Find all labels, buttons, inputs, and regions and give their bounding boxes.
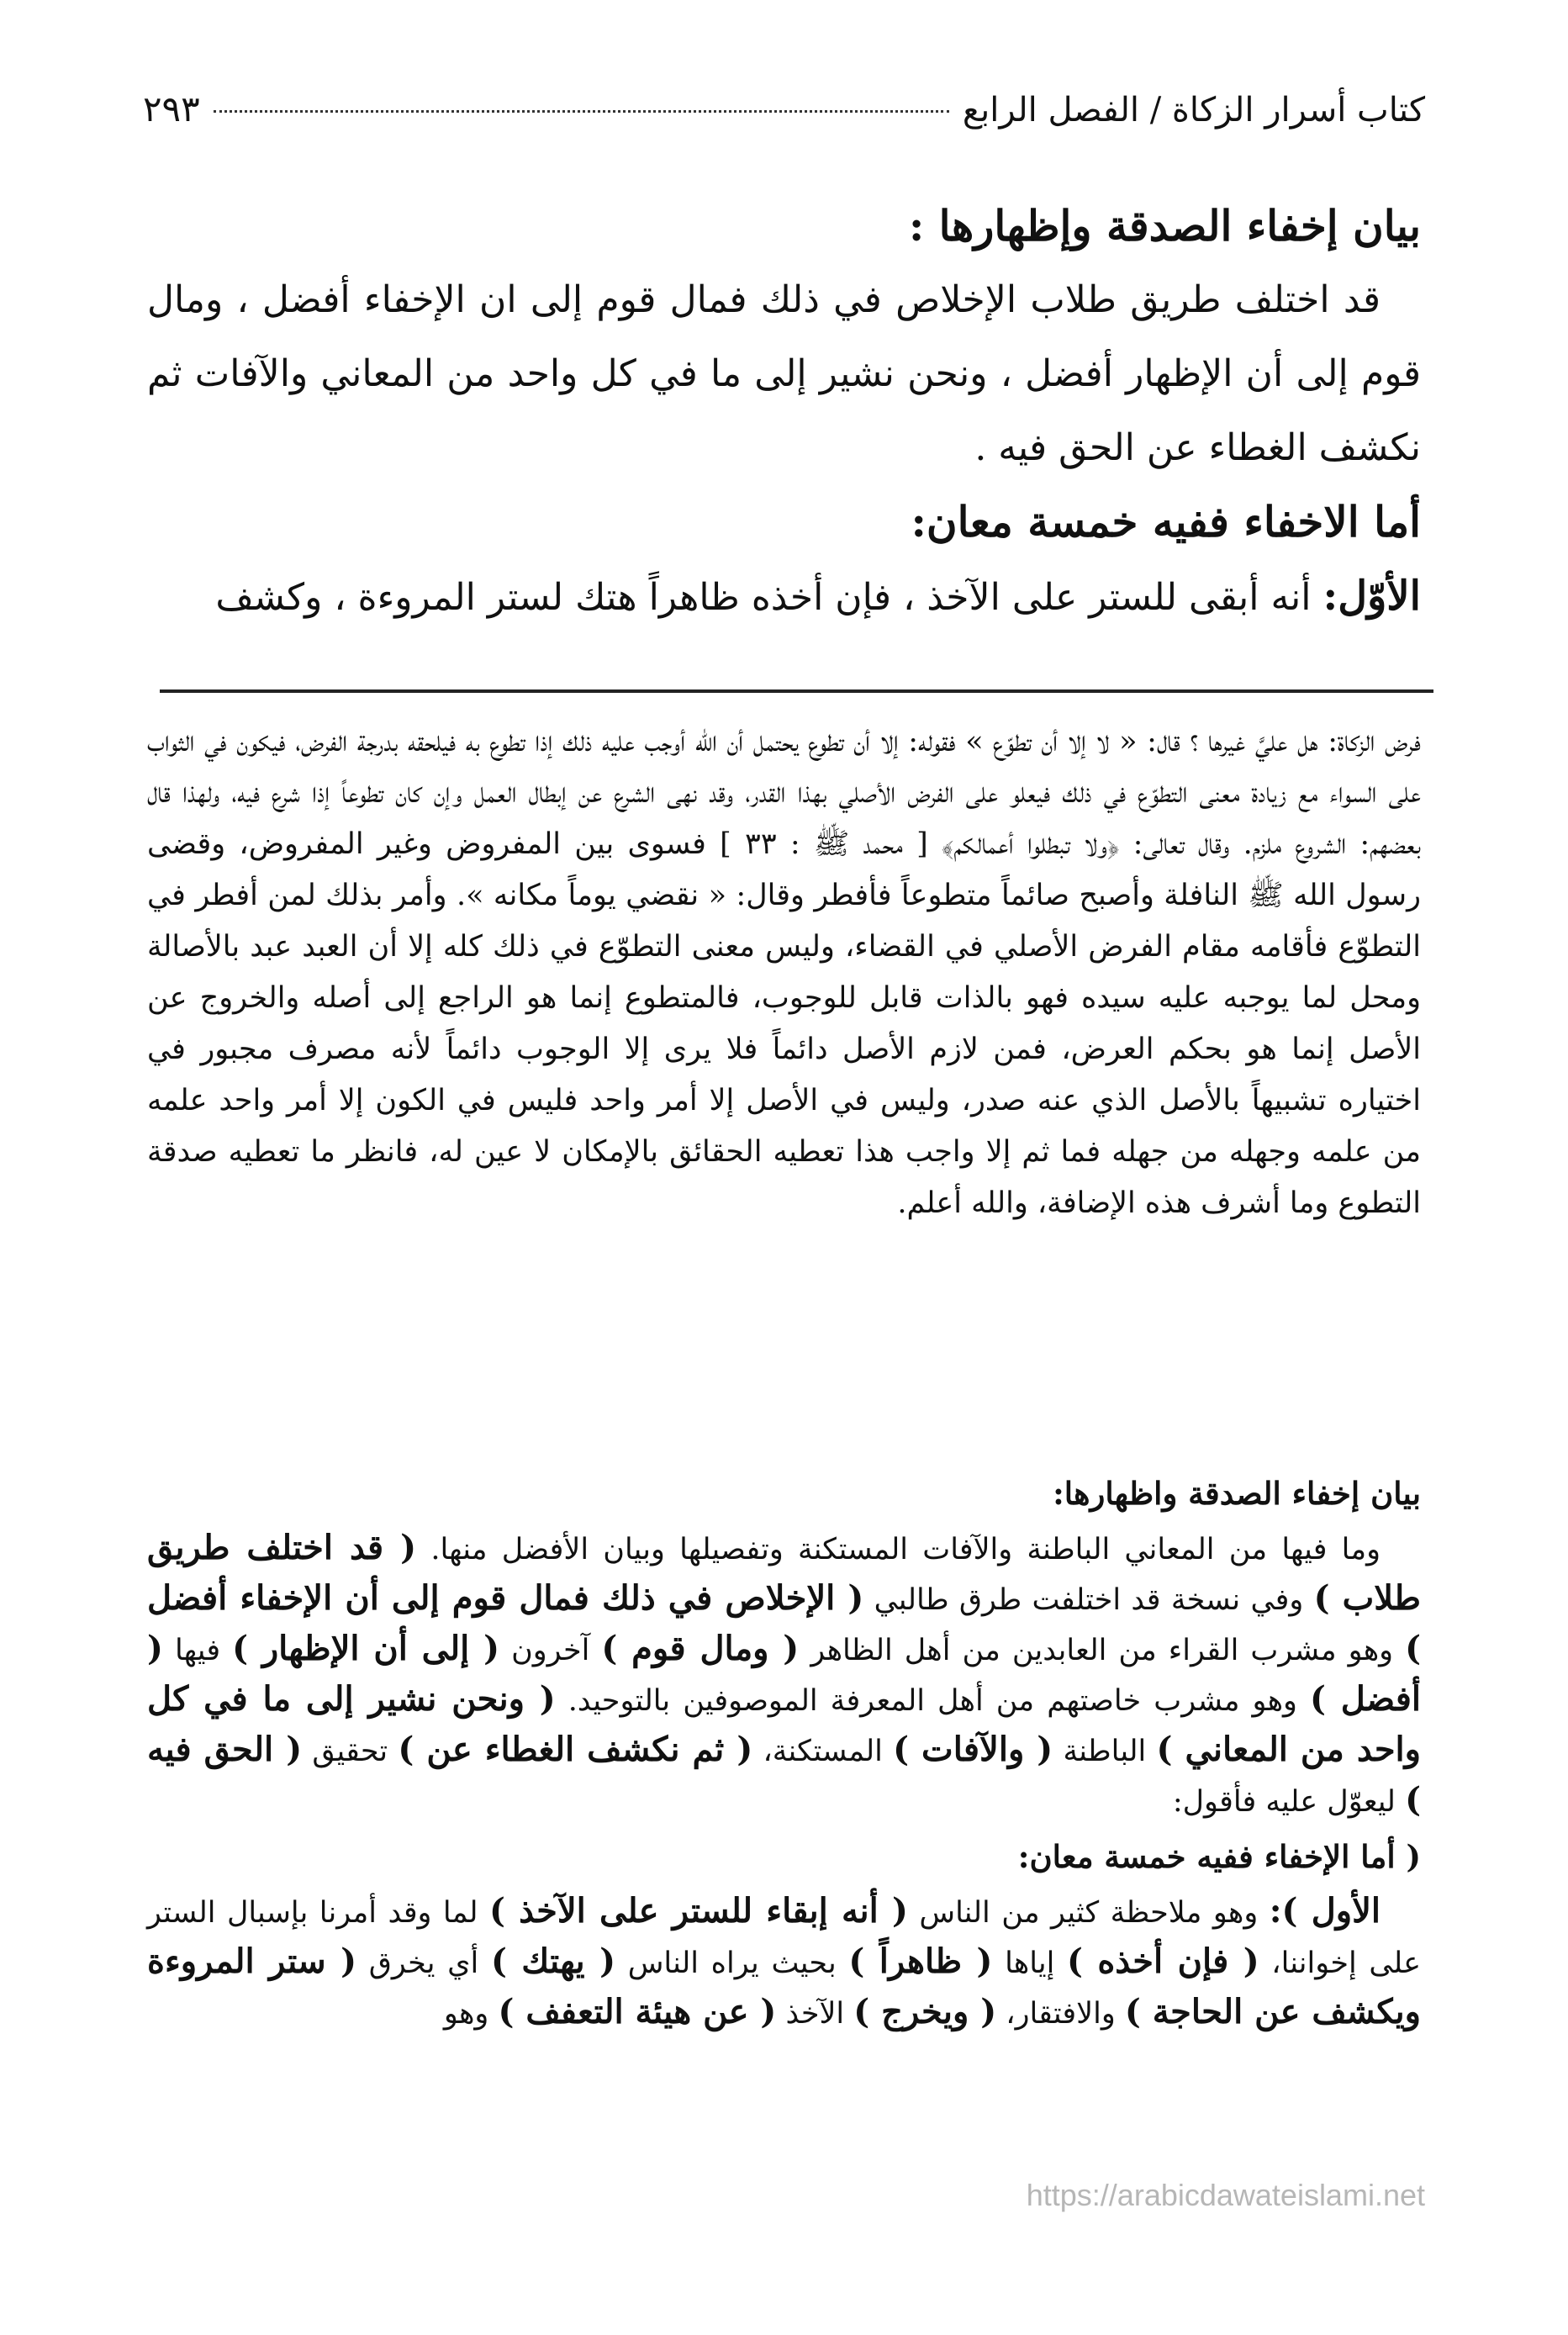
quoted-matn: ( ظاهراً ) — [848, 1941, 993, 1981]
commentary-text: وهو — [443, 1997, 499, 2031]
commentary-heading-2: ( أما الإخفاء ففيه خمسة معان: — [1017, 1838, 1421, 1875]
leader-dots — [214, 110, 949, 113]
commentary-text: الباطنة — [1053, 1735, 1157, 1768]
running-header — [143, 88, 1425, 139]
quoted-matn: ( ثم نكشف الغطاء عن ) — [398, 1730, 753, 1769]
section-heading: بيان إخفاء الصدقة وإظهارها : — [908, 201, 1421, 251]
quoted-matn: ( أفضل ) — [147, 1629, 1421, 1719]
quoted-matn: ( قد اختلف طريق طلاب ) — [147, 1528, 1421, 1618]
quoted-matn: ( والآفات ) — [893, 1730, 1053, 1769]
quoted-matn: ( ستر المروءة ويكشف عن الحاجة ) — [147, 1941, 1421, 2031]
quoted-matn: ( ومال قوم ) — [601, 1629, 800, 1668]
quoted-matn: ( الإخلاص في ذلك فمال قوم إلى أن الإخفاء أفضل ) — [147, 1578, 1422, 1668]
main-paragraph: قد اختلف طريق طلاب الإخلاص في ذلك فمال قوم إلى ان الإخفاء أفضل ، ومال قوم إلى أن الإظهار أفضل ، ونحن نشير إلى ما في كل واحد من المعاني والآفات ثم نكشف الغطاء عن الحق فيه . — [147, 278, 1421, 469]
quoted-matn: ( يهتك ) — [490, 1941, 616, 1981]
first-point-label: الأوّل: — [1323, 573, 1421, 620]
commentary-text: وما فيها من المعاني الباطنة والآفات المستكنة وتفصيلها وبيان الأفضل منها. — [416, 1533, 1381, 1566]
first-point — [147, 559, 1421, 635]
footnote-paragraph: فرض الزكاة: هل عليَّ غيرها ؟ قال: « لا إلا أن تطوّع » فقوله: إلا أن تطوع يحتمل أن الله أوجب عليه ذلك إذا تطوع به فيلحقه بدرجة الفرض، فيكون في الثواب على السواء مع زيادة معنى التطوّع في ذلك فيعلو على الفرض الأصلي بهذا القدر، وقد نهى الشرع عن إبطال العمل وإن كان تطوعاً إذا شرع فيه، ولهذا قال بعضهم: الشروع ملزم. وقال تعالى: ﴿ولا تبطلوا أعمالكم﴾ [ محمد ﷺ : ٣٣ ] فسوى بين المفروض وغير المفروض، وقضى رسول الله ﷺ النافلة وأصبح صائماً متطوعاً فأفطر وقال: « نقضي يوماً مكانه ». وأمر بذلك لمن أفطر في التطوّع فأقامه مقام الفرض الأصلي في القضاء، وليس معنى التطوّع في ذلك كله إلا أن العبد عبد بالأصالة ومحل لما يوجبه عليه سيده فهو بالذات قابل للوجوب، فالمتطوع إنما هو الراجع إلى أصله والخروج عن الأصل إنما هو بحكم العرض، فمن لازم الأصل دائماً فلا يرى إلا الوجوب دائماً لأنه مصرف مجبور في اختياره تشبيهاً بالأصل الذي عنه صدر، وليس في الأصل إلا أمر واحد فليس في الكون إلا أمر واحد علمه من علمه وجهله من جهله فما ثم إلا واجب هذا تعطيه الحقائق بالإمكان لا عين له، فانظر ما تعطيه صدقة التطوع وما أشرف هذه الإضافة، والله أعلم. — [147, 725, 1421, 1220]
commentary-paragraph-2 — [147, 1887, 1421, 2038]
commentary-text: آخرون — [499, 1634, 602, 1667]
quoted-matn: ( إلى أن الإظهار ) — [232, 1629, 500, 1668]
commentary-text: ليعوّل عليه فأقول: — [1172, 1785, 1406, 1819]
commentary-text: فيها — [162, 1634, 233, 1667]
commentary-text: وهو ملاحظة كثير من الناس — [907, 1896, 1270, 1930]
commentary-text: والافتقار، — [996, 1997, 1125, 2031]
commentary-text: وفي نسخة قد اختلفت طرق طالبي — [863, 1583, 1314, 1617]
commentary-paragraph-1 — [147, 1524, 1421, 1826]
quoted-matn: ( فإن أخذه ) — [1066, 1941, 1259, 1981]
commentary-text: المستكنة، — [752, 1735, 894, 1768]
quoted-matn: ( ويخرج ) — [853, 1992, 997, 2031]
commentary-text: أي يخرق — [356, 1947, 491, 1980]
main-text — [147, 189, 1421, 635]
commentary-text: بحيث يراه الناس — [615, 1947, 849, 1980]
commentary-text: وهو مشرب القراء من العابدين من أهل الظاهر — [799, 1634, 1406, 1667]
commentary-text: الآخذ — [776, 1997, 854, 2031]
quoted-matn: ( أنه إبقاء للستر على الآخذ ) — [488, 1891, 908, 1931]
page-number: ٢٩٣ — [143, 88, 200, 129]
commentary-text: إياها — [992, 1947, 1067, 1980]
watermark-url: https://arabicdawateislami.net — [1026, 2178, 1425, 2212]
quoted-matn: الأول ): — [1269, 1891, 1381, 1931]
commentary-block — [147, 1463, 1421, 2038]
quoted-matn: ( عن هيئة التعفف ) — [498, 1992, 777, 2031]
quoted-matn: ( ونحن نشير إلى ما في كل واحد من المعاني ) — [147, 1679, 1421, 1769]
commentary-text: وهو مشرب خاصتهم من أهل المعرفة الموصوفين بالتوحيد. — [555, 1684, 1310, 1718]
quoted-matn: ( الحق فيه ) — [147, 1730, 1421, 1820]
first-point-text: أنه أبقى للستر على الآخذ ، فإن أخذه ظاهراً هتك لستر المروءة ، وكشف — [215, 576, 1312, 619]
commentary-text: لما وقد أمرنا بإسبال الستر على إخواننا، — [147, 1896, 1422, 1980]
running-title: كتاب أسرار الزكاة / الفصل الرابع — [962, 91, 1425, 129]
commentary-text: تحقيق — [302, 1735, 399, 1768]
footnote-block — [147, 716, 1421, 1229]
subsection-heading: أما الاخفاء ففيه خمسة معان: — [911, 497, 1421, 547]
footnote-divider — [160, 689, 1433, 693]
commentary-heading: بيان إخفاء الصدقة واظهارها: — [1053, 1475, 1421, 1512]
